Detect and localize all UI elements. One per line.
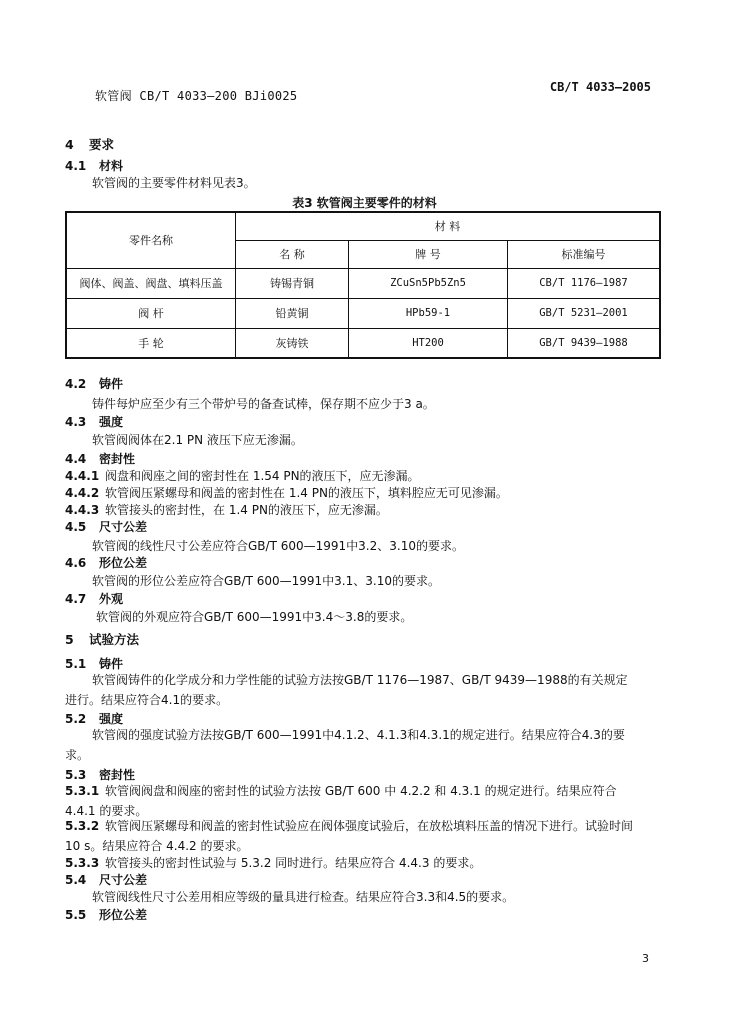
section-4-3-heading (65, 413, 123, 430)
section-5-3-3 (65, 854, 481, 871)
section-5-heading (65, 630, 139, 648)
clause-number: 4.4.2 (65, 486, 100, 500)
section-4-4-2 (65, 484, 508, 501)
grade-cell: HPb59-1 (349, 298, 508, 328)
section-4-7-text: 软管阀的外观应符合GB/T 600—1991中3.4～3.8的要求。 (96, 610, 413, 624)
table-title: 表3 软管阀主要零件的材料 (292, 196, 437, 210)
section-title: 外观 (99, 592, 124, 606)
section-number: 4.7 (65, 592, 87, 606)
section-number: 4.6 (65, 556, 87, 570)
section-4-7-heading (65, 590, 123, 607)
section-title: 密封性 (99, 452, 136, 466)
clause-number: 5.3.3 (65, 856, 100, 870)
section-title: 铸件 (99, 377, 124, 391)
section-title: 强度 (99, 415, 124, 429)
table-row (66, 298, 660, 328)
section-number: 4 (65, 137, 74, 152)
section-number: 5.1 (65, 657, 87, 671)
section-title: 要求 (89, 137, 115, 152)
section-number: 4.4 (65, 452, 87, 466)
section-title: 形位公差 (99, 556, 148, 570)
grade-cell: HT200 (349, 328, 508, 358)
part-cell: 手 轮 (66, 328, 236, 358)
material-name-cell: 铅黄铜 (236, 298, 349, 328)
section-4-4-1 (65, 467, 420, 484)
section-5-4-text: 软管阀线性尺寸公差用相应等级的量具进行检查。结果应符合3.3和4.5的要求。 (92, 890, 515, 904)
section-5-3-1 (65, 781, 635, 821)
clause-number: 5.3.2 (65, 819, 100, 833)
page-number: 3 (642, 952, 649, 965)
section-5-3-2 (65, 816, 635, 856)
part-name-header: 零件名称 (66, 212, 236, 268)
section-number: 4.1 (65, 159, 87, 173)
section-5-2-text: 软管阀的强度试验方法按GB/T 600—1991中4.1.2、4.1.3和4.3.1的规定进行。结果应符合4.3的要求。 (65, 728, 625, 762)
section-5-4-heading (65, 871, 147, 888)
table-row (66, 328, 660, 358)
clause-text: 软管接头的密封性试验与 5.3.2 同时进行。结果应符合 4.4.3 的要求。 (105, 856, 482, 870)
section-4-5-heading (65, 518, 147, 535)
part-cell: 阀体、阀盖、阀盘、填料压盖 (66, 268, 236, 298)
section-number: 4.2 (65, 377, 87, 391)
material-name-cell: 铸锡青铜 (236, 268, 349, 298)
header-standard-number: CB/T 4033—2005 (549, 80, 651, 94)
clause-text: 软管阀阀盘和阀座的密封性的试验方法按 GB/T 600 中 4.2.2 和 4.3.1 的规定进行。结果应符合 4.4.1 的要求。 (65, 784, 617, 818)
part-cell: 阀 杆 (66, 298, 236, 328)
material-name-cell: 灰铸铁 (236, 328, 349, 358)
clause-text: 软管阀压紧螺母和阀盖的密封性试验应在阀体强度试验后，在放松填料压盖的情况下进行。试验时间 10 s。结果应符合 4.4.2 的要求。 (65, 819, 634, 853)
section-title: 铸件 (99, 657, 124, 671)
section-title: 材料 (99, 159, 124, 173)
section-number: 4.5 (65, 520, 87, 534)
section-title: 尺寸公差 (99, 520, 148, 534)
standard-cell: GB/T 5231—2001 (508, 298, 661, 328)
subheader-name: 名 称 (236, 240, 349, 268)
section-4-4-heading (65, 450, 135, 467)
section-title: 尺寸公差 (99, 873, 148, 887)
section-title: 试验方法 (89, 632, 140, 647)
section-title: 强度 (99, 712, 124, 726)
section-4-heading (65, 135, 114, 153)
section-5-5-heading (65, 906, 147, 923)
header-left-text: 软管阀 CB/T 4033—200 BJi0025 (95, 89, 298, 103)
section-number: 5 (65, 632, 74, 647)
table-row (66, 268, 660, 298)
section-number: 5.3 (65, 768, 87, 782)
section-4-2-text: 铸件每炉应至少有三个带炉号的备查试棒，保存期不应少于3 a。 (92, 397, 435, 411)
table-header-row (66, 212, 660, 240)
section-title: 密封性 (99, 768, 136, 782)
grade-cell: ZCuSn5Pb5Zn5 (349, 268, 508, 298)
section-title: 形位公差 (99, 908, 148, 922)
section-4-6-heading (65, 554, 147, 571)
clause-number: 4.4.3 (65, 503, 100, 517)
section-4-2-heading (65, 375, 123, 392)
section-4-6-text: 软管阀的形位公差应符合GB/T 600—1991中3.1、3.10的要求。 (92, 574, 440, 588)
section-4-4-3 (65, 501, 388, 518)
section-5-1-text: 软管阀铸件的化学成分和力学性能的试验方法按GB/T 1176—1987、GB/T 9439—1988的有关规定进行。结果应符合4.1的要求。 (65, 673, 628, 707)
subheader-grade: 牌 号 (349, 240, 508, 268)
clause-number: 4.4.1 (65, 469, 100, 483)
materials-table (65, 211, 661, 359)
section-number: 5.2 (65, 712, 87, 726)
subheader-standard: 标准编号 (508, 240, 661, 268)
clause-text: 软管阀压紧螺母和阀盖的密封性在 1.4 PN的液压下，填料腔应无可见渗漏。 (105, 486, 508, 500)
section-4-5-text: 软管阀的线性尺寸公差应符合GB/T 600—1991中3.2、3.10的要求。 (92, 539, 464, 553)
clause-text: 软管接头的密封性，在 1.4 PN的液压下，应无渗漏。 (105, 503, 388, 517)
section-number: 5.5 (65, 908, 87, 922)
section-4-1-text: 软管阀的主要零件材料见表3。 (92, 176, 256, 190)
section-4-1-heading (65, 157, 123, 174)
clause-text: 阀盘和阀座之间的密封性在 1.54 PN的液压下，应无渗漏。 (105, 469, 420, 483)
section-number: 5.4 (65, 873, 87, 887)
section-number: 4.3 (65, 415, 87, 429)
section-4-3-text: 软管阀阀体在2.1 PN 液压下应无渗漏。 (92, 433, 303, 447)
clause-number: 5.3.1 (65, 784, 100, 798)
standard-cell: GB/T 9439—1988 (508, 328, 661, 358)
standard-cell: CB/T 1176—1987 (508, 268, 661, 298)
material-header: 材 料 (236, 212, 661, 240)
